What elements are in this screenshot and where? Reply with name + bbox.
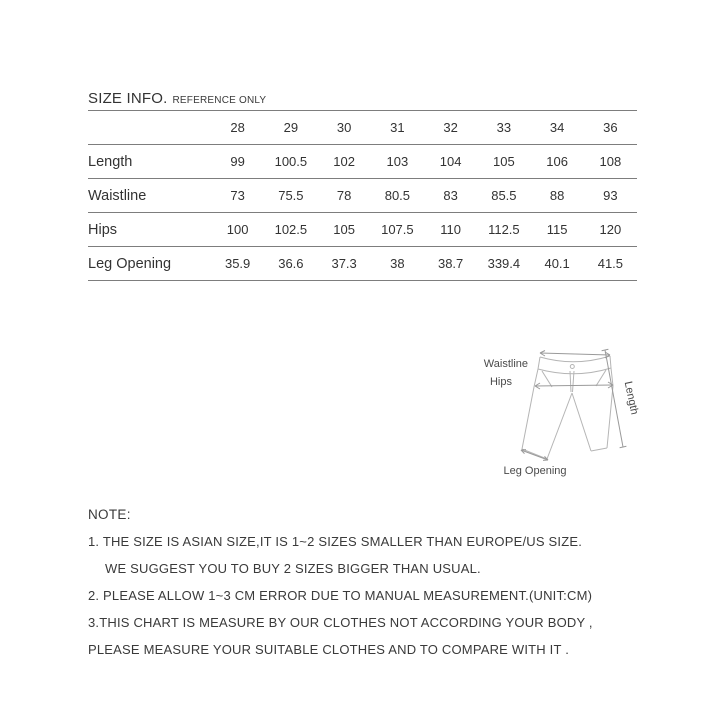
hips-measure-arrow — [535, 382, 613, 389]
size-col-header: 29 — [283, 120, 299, 135]
button-icon — [570, 365, 574, 369]
table-cell: 40.1 — [544, 256, 570, 271]
leg-opening-measure-arrow — [521, 450, 548, 461]
size-info-title: SIZE INFO. — [88, 90, 168, 107]
table-cell: 339.4 — [487, 256, 521, 271]
table-cell: 80.5 — [384, 188, 411, 203]
length-measure-line — [602, 349, 627, 447]
size-table — [88, 110, 637, 281]
table-cell: 78 — [336, 188, 352, 203]
table-cell: 37.3 — [331, 256, 357, 271]
table-cell: 38.7 — [437, 256, 464, 271]
table-cell: 36.6 — [278, 256, 304, 271]
table-cell: 106 — [546, 154, 568, 169]
pants-measurement-diagram — [455, 330, 655, 485]
table-row-hips — [88, 213, 637, 247]
size-col-header: 30 — [336, 120, 352, 135]
length-label: Length — [621, 380, 641, 416]
table-cell: 75.5 — [278, 188, 304, 203]
table-cell: 103 — [386, 154, 409, 169]
table-row-leg-opening — [88, 247, 637, 281]
table-cell: 99 — [230, 154, 245, 169]
size-col-header: 33 — [496, 120, 512, 135]
note-line-1: 1. THE SIZE IS ASIAN SIZE,IT IS 1~2 SIZES SMALLER THAN EUROPE/US SIZE. — [88, 534, 583, 549]
table-cell: 108 — [599, 154, 622, 169]
table-row-length — [88, 145, 637, 179]
notes-section — [88, 501, 648, 663]
table-cell: 88 — [549, 188, 565, 203]
table-cell: 83 — [443, 188, 458, 203]
size-col-header: 36 — [603, 120, 618, 135]
table-cell: 115 — [546, 222, 568, 237]
table-cell: 104 — [439, 154, 462, 169]
table-cell: 105 — [333, 222, 355, 237]
note-heading: NOTE: — [88, 507, 131, 522]
size-col-header: 32 — [443, 120, 458, 135]
leg-opening-label: Leg Opening — [503, 465, 567, 477]
hips-label: Hips — [489, 376, 512, 388]
table-cell: 120 — [599, 222, 622, 237]
size-col-header: 31 — [390, 120, 405, 135]
note-line-5: PLEASE MEASURE YOUR SUITABLE CLOTHES AND TO COMPARE WITH IT . — [88, 642, 570, 657]
table-cell: 85.5 — [491, 188, 517, 203]
corner-cell — [88, 111, 211, 145]
row-label: Waistline — [88, 187, 147, 204]
waistline-label: Waistline — [483, 358, 528, 370]
note-line-2: WE SUGGEST YOU TO BUY 2 SIZES BIGGER THAN USUAL. — [105, 561, 481, 576]
table-cell: 110 — [440, 222, 461, 237]
table-cell: 105 — [493, 154, 515, 169]
table-cell: 100 — [226, 222, 249, 237]
waistline-measure-arrow — [540, 351, 610, 359]
row-label: Length — [88, 153, 133, 170]
table-cell: 112.5 — [488, 222, 520, 237]
table-cell: 102.5 — [274, 222, 308, 237]
pants-outline — [522, 356, 613, 459]
size-info-header — [88, 90, 637, 110]
table-row-waistline — [88, 179, 637, 213]
table-cell: 100.5 — [274, 154, 308, 169]
table-cell: 35.9 — [224, 256, 251, 271]
size-header-row — [88, 111, 637, 145]
size-col-header: 34 — [549, 120, 565, 135]
note-line-3: 2. PLEASE ALLOW 1~3 CM ERROR DUE TO MANUAL MEASUREMENT.(UNIT:CM) — [88, 588, 593, 603]
table-cell: 41.5 — [597, 256, 624, 271]
row-label: Leg Opening — [88, 255, 172, 272]
size-col-header: 28 — [230, 120, 245, 135]
table-cell: 73 — [230, 188, 245, 203]
size-info-subtitle: REFERENCE ONLY — [172, 95, 267, 106]
table-cell: 93 — [603, 188, 618, 203]
table-cell: 102 — [333, 154, 355, 169]
table-cell: 107.5 — [381, 222, 414, 237]
size-info-section — [88, 90, 637, 281]
row-label: Hips — [88, 221, 118, 238]
note-line-4: 3.THIS CHART IS MEASURE BY OUR CLOTHES NOT ACCORDING YOUR BODY , — [88, 615, 593, 630]
pants-drawing — [455, 330, 655, 485]
table-cell: 38 — [390, 256, 405, 271]
